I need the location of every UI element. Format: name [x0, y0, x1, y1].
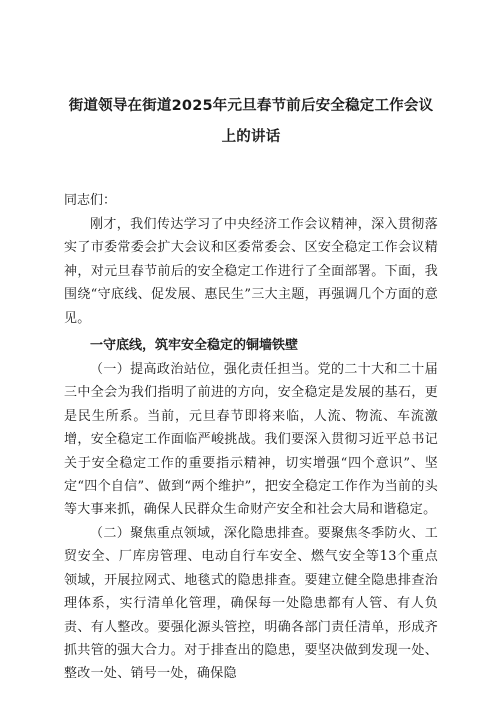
title-line-2: 上的讲话: [221, 129, 281, 145]
salutation: 同志们：: [64, 193, 117, 208]
body-paragraph-1: （一）提高政治站位，强化责任担当。党的二十大和二十届三中全会为我们指明了前进的方向，安全稳定是发展的基石，更是民生所系。当前，元旦春节即将来临，人流、物流、车流激增，安全稳定工作面临严峻挑战。我们要深入贯彻习近平总书记关于安全稳定工作的重要指示精神，切实增强“四个意识”、坚定“四个自信”、做到“两个维护”，把安全稳定工作作为当前的头等大事来抓，确保人民群众生命财产安全和社会大局和谐稳定。: [64, 362, 438, 518]
body-paragraph-2: （二）聚焦重点领域，深化隐患排查。要聚焦冬季防火、工贸安全、厂库房管理、电动自行车安全、燃气安全等13个重点领域，开展拉网式、地毯式的隐患排查。要建立健全隐患排查治理体系，实行清单化管理，确保每一处隐患都有人管、有人负责、有人整改。要强化源头管控，明确各部门责任清单，形成齐抓共管的强大合力。对于排查出的隐患，要坚决做到发现一处、整改一处、销号一处，确保隐: [64, 525, 438, 682]
document-title: [64, 0, 438, 153]
intro-paragraph: 刚才，我们传达学习了中央经济工作会议精神，深入贯彻落实了市委常委会扩大会议和区委常委会、区安全稳定工作会议精神，对元旦春节前后的安全稳定工作进行了全面部署。下面，我围绕“守底线、促发展、惠民生”三大主题，再强调几个方面的意见。: [64, 217, 438, 326]
title-line-1: 街道领导在街道2025年元旦春节前后安全稳定工作会议: [68, 98, 434, 114]
section-heading-1: 一守底线，筑牢安全稳定的铜墙铁壁: [90, 338, 299, 354]
